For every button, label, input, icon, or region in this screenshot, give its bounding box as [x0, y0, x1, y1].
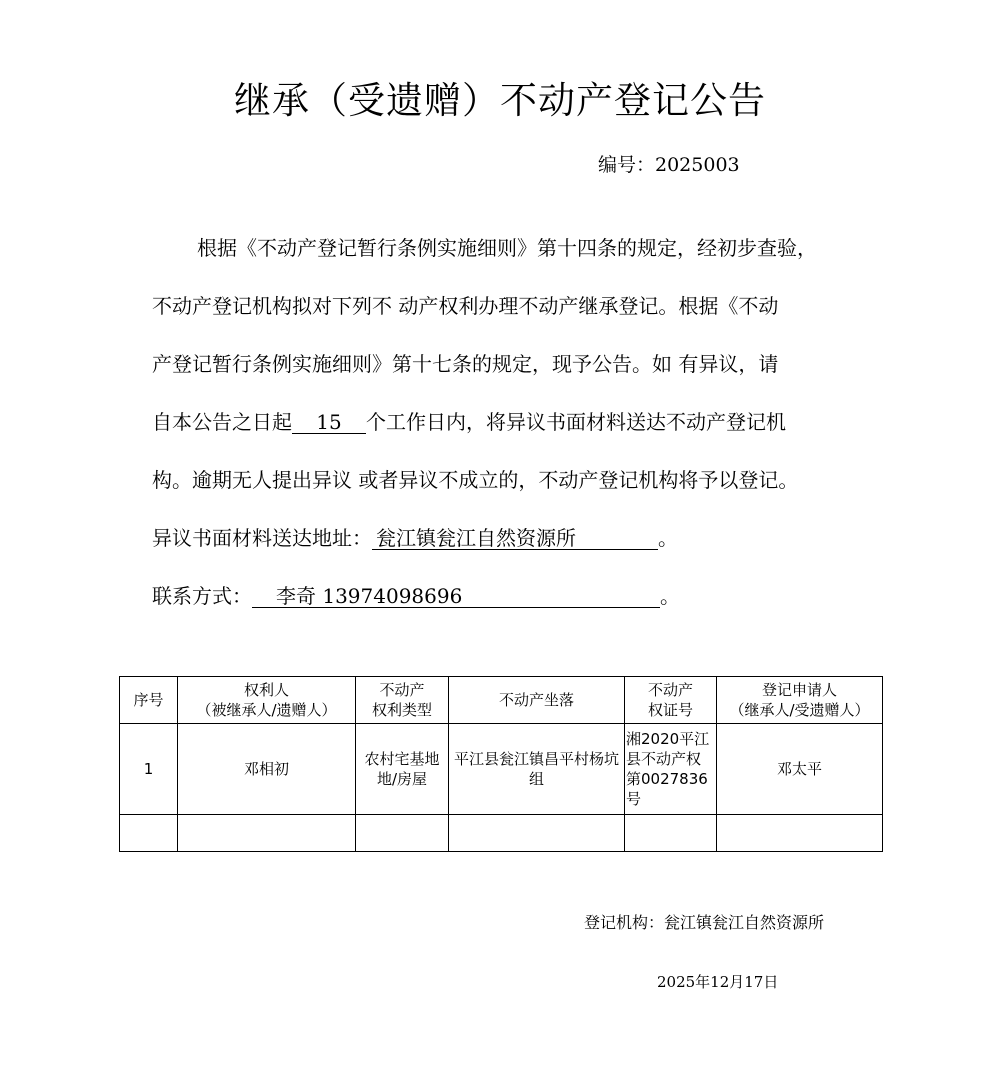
header-seq: 序号	[120, 677, 178, 724]
header-type-line1: 不动产	[379, 681, 425, 699]
cell-empty	[120, 815, 178, 852]
announcement-date: 2025年12月17日	[657, 973, 779, 991]
header-cert-line2: 权证号	[647, 701, 693, 719]
header-right-type	[356, 677, 449, 724]
objection-address-label: 异议书面材料送达地址：	[152, 526, 372, 550]
header-applicant-line1: 登记申请人	[761, 681, 837, 699]
cell-right-type: 农村宅基地地/房屋	[356, 724, 449, 815]
registration-authority: 登记机构：瓮江镇瓮江自然资源所	[584, 913, 825, 932]
paragraph-line-1: 根据《不动产登记暂行条例实施细则》第十四条的规定，经初步查验，	[197, 236, 817, 260]
paragraph-line-3: 产登记暂行条例实施细则》第十七条的规定，现予公告。如 有异议，请	[152, 352, 779, 376]
cell-empty	[178, 815, 356, 852]
paragraph-line-2: 不动产登记机构拟对下列不 动产权利办理不动产继承登记。根据《不动	[152, 294, 779, 318]
notice-period-days: 15	[292, 411, 366, 434]
paragraph-line-4	[152, 406, 786, 435]
cell-empty	[449, 815, 625, 852]
cell-seq: 1	[120, 724, 178, 815]
notice-period-suffix: 个工作日内，将异议书面材料送达不动产登记机	[366, 410, 786, 434]
cell-empty	[356, 815, 449, 852]
objection-address-value: 瓮江镇瓮江自然资源所	[372, 527, 658, 550]
header-type-line2: 权利类型	[371, 701, 432, 719]
cell-cert: 湘2020平江县不动产权第0027836号	[625, 724, 717, 815]
cell-empty	[717, 815, 883, 852]
cell-location: 平江县瓮江镇昌平村杨坑组	[449, 724, 625, 815]
notice-period-prefix: 自本公告之日起	[152, 410, 292, 434]
contact-end-mark: 。	[660, 584, 680, 608]
header-applicant-line2: （继承人/受遗赠人）	[729, 701, 870, 719]
header-holder-line1: 权利人	[243, 681, 289, 699]
table-row-empty	[120, 815, 883, 852]
table-header-row	[120, 677, 883, 724]
paragraph-line-5: 构。逾期无人提出异议 或者异议不成立的，不动产登记机构将予以登记。	[152, 468, 799, 492]
objection-address	[152, 522, 678, 551]
document-number: 编号：2025003	[598, 154, 740, 176]
page-title: 继承（受遗赠）不动产登记公告	[234, 79, 766, 122]
property-table	[119, 676, 883, 852]
contact-info	[152, 580, 680, 609]
header-cert	[625, 677, 717, 724]
contact-label: 联系方式：	[152, 584, 252, 608]
cell-applicant: 邓太平	[717, 724, 883, 815]
header-applicant	[717, 677, 883, 724]
address-end-mark: 。	[658, 526, 678, 550]
table-row	[120, 724, 883, 815]
cell-holder: 邓相初	[178, 724, 356, 815]
header-holder	[178, 677, 356, 724]
contact-value: 李奇 13974098696	[252, 585, 660, 608]
header-location: 不动产坐落	[449, 677, 625, 724]
cell-empty	[625, 815, 717, 852]
header-holder-line2: （被继承人/遗赠人）	[196, 701, 337, 719]
header-cert-line1: 不动产	[647, 681, 693, 699]
